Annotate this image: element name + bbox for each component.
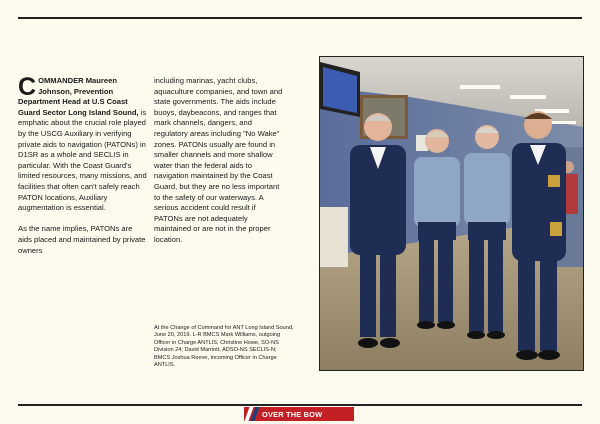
article-paragraph-3: including marinas, yacht clubs, aquaculture companies, and town and state governments. The aids include buoys, daybeacons, and ranges that mark channels, dangers, and regulatory areas including "No Wake" zones. PATONs usually are found in smaller channels and more shallow water than the federal aids to navigation maintained by the Coast Guard, but they are no less important to the safety of our waterways. A serious accident could result if PATONs are not adequately maintained or are not in the proper location. <box>154 76 283 244</box>
bottom-rule <box>18 404 582 406</box>
footer-badge <box>244 407 354 421</box>
top-rule <box>18 17 582 19</box>
uniform-group-photo <box>319 56 584 371</box>
article-column-1 <box>18 73 148 267</box>
article-paragraph-2: As the name implies, PATONs are aids placed and maintained by private owners <box>18 224 146 255</box>
article-column-2 <box>154 76 284 256</box>
article-paragraph-1-rest: is emphatic about the crucial role played by the USCG Auxiliary in verifying private aids to navigation (PATONs) in D1SR as a whole and SECLIS in particular. With the Coast Guard's limited resources, many missions, and facilities that often can't safely reach PATON locations, Auxiliary augmentation is essential. <box>18 107 147 213</box>
flag-stripes-icon <box>244 407 262 421</box>
article-lead: OMMANDER Maureen Johnson, Prevention Department Head at U.S Coast Guard Sector Long Island Sound, <box>18 76 139 117</box>
footer-label: OVER THE BOW <box>262 409 323 419</box>
drop-cap: C <box>18 73 37 101</box>
photo-caption: At the Change of Command for ANT Long Island Sound, June 20, 2019. L-R BMCS Mark Williams, outgoing Officer in Charge ANTLIS; Christine Howe, SO-NS Division 24; David Marriott, ADSO-NS SECLIS-N; BMCS Joshua Reeve, incoming Officer in Charge ANTLIS. <box>154 325 294 369</box>
article-paragraph-1 <box>18 73 148 214</box>
